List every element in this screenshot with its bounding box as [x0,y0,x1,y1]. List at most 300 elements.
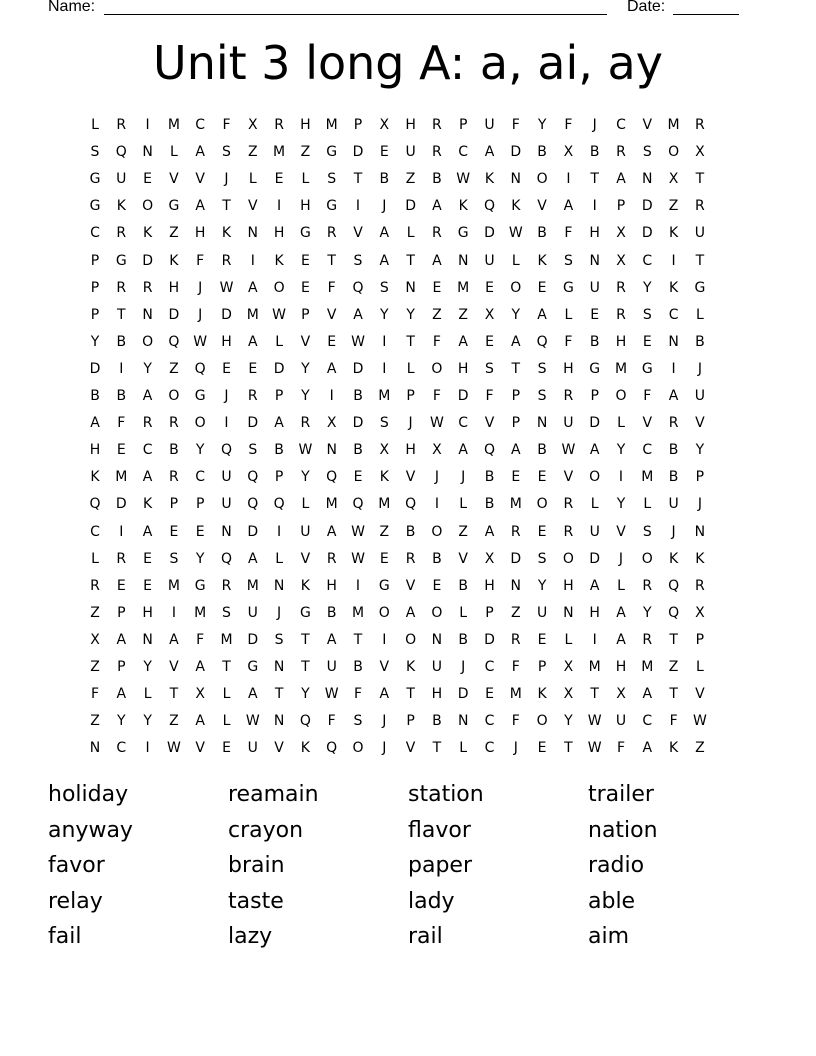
grid-letter[interactable]: Y [143,713,152,730]
grid-letter[interactable]: S [563,252,573,269]
grid-letter[interactable]: V [300,333,311,350]
grid-letter[interactable]: T [406,686,415,703]
grid-letter[interactable]: X [379,117,390,133]
grid-letter[interactable]: I [224,415,229,432]
grid-letter[interactable]: A [563,198,574,215]
grid-letter[interactable]: Z [90,659,100,675]
grid-letter[interactable]: Y [195,442,205,459]
grid-letter[interactable]: H [221,333,232,350]
grid-letter[interactable]: A [326,631,337,648]
grid-letter[interactable]: T [117,306,126,323]
grid-letter[interactable]: E [511,469,521,486]
grid-letter[interactable]: T [406,252,415,269]
grid-letter[interactable]: K [669,550,679,567]
grid-letter[interactable]: E [116,577,126,594]
grid-letter[interactable]: J [277,604,282,621]
grid-letter[interactable]: S [353,252,363,269]
grid-letter[interactable]: E [327,333,337,350]
grid-letter[interactable]: S [274,631,284,648]
grid-letter[interactable]: K [300,577,310,594]
grid-letter[interactable]: F [616,740,626,757]
grid-letter[interactable]: Q [220,442,233,459]
grid-letter[interactable]: K [511,198,521,215]
grid-letter[interactable]: R [326,550,337,567]
grid-letter[interactable]: D [405,198,416,215]
grid-letter[interactable]: L [459,604,468,621]
grid-letter[interactable]: K [537,686,547,703]
grid-letter[interactable]: I [382,631,387,648]
grid-letter[interactable]: V [563,469,574,486]
grid-letter[interactable]: P [117,659,126,675]
grid-letter[interactable]: T [564,740,573,757]
grid-letter[interactable]: I [355,577,361,594]
grid-letter[interactable]: A [511,333,521,350]
grid-letter[interactable]: X [563,144,574,161]
grid-letter[interactable]: E [248,360,258,377]
grid-letter[interactable]: Q [115,144,127,161]
grid-letter[interactable]: X [195,686,205,703]
grid-letter[interactable]: C [195,469,206,486]
grid-letter[interactable]: T [406,333,415,350]
grid-letter[interactable]: B [537,144,547,161]
grid-letter[interactable]: P [616,198,626,215]
grid-letter[interactable]: X [616,252,626,269]
grid-letter[interactable]: W [456,171,471,188]
grid-letter[interactable]: L [248,171,257,188]
grid-letter[interactable]: W [351,523,365,540]
grid-letter[interactable]: O [273,279,285,296]
grid-letter[interactable]: U [694,388,706,404]
grid-letter[interactable]: H [615,333,627,350]
grid-letter[interactable]: Z [169,713,179,730]
grid-letter[interactable]: A [195,198,205,215]
grid-letter[interactable]: C [195,117,206,133]
grid-letter[interactable]: O [641,550,653,567]
grid-letter[interactable]: U [326,659,337,675]
grid-letter[interactable]: I [618,469,624,486]
grid-letter[interactable]: S [642,144,652,161]
grid-letter[interactable]: A [142,469,153,486]
grid-letter[interactable]: T [301,659,310,675]
grid-letter[interactable]: F [327,279,336,296]
grid-letter[interactable]: H [405,117,416,133]
grid-letter[interactable]: A [379,225,390,242]
grid-letter[interactable]: Y [643,604,652,621]
grid-letter[interactable]: O [405,631,417,648]
grid-letter[interactable]: R [510,523,521,540]
grid-letter[interactable]: U [484,117,495,133]
grid-letter[interactable]: Z [458,306,468,323]
grid-letter[interactable]: J [697,360,702,377]
grid-letter[interactable]: E [485,686,494,703]
grid-letter[interactable]: T [222,659,231,675]
grid-letter[interactable]: R [695,577,705,594]
grid-letter[interactable]: R [142,279,153,296]
grid-letter[interactable]: R [326,225,337,242]
grid-letter[interactable]: E [143,577,153,594]
grid-letter[interactable]: D [352,144,364,161]
grid-letter[interactable]: N [536,415,548,432]
grid-letter[interactable]: Y [564,713,573,730]
grid-letter[interactable]: C [484,740,495,757]
grid-letter[interactable]: R [247,388,258,404]
grid-letter[interactable]: R [116,117,127,133]
grid-letter[interactable]: Y [616,496,626,513]
grid-letter[interactable]: N [589,252,600,269]
grid-letter[interactable]: V [642,117,653,133]
grid-letter[interactable]: B [458,577,468,594]
grid-letter[interactable]: D [352,415,364,432]
grid-letter[interactable]: Y [301,360,310,377]
grid-letter[interactable]: U [563,415,574,432]
grid-letter[interactable]: N [457,713,469,730]
grid-letter[interactable]: K [669,279,679,296]
grid-letter[interactable]: L [275,550,283,567]
grid-letter[interactable]: G [589,360,601,377]
grid-letter[interactable]: D [247,415,259,432]
grid-letter[interactable]: P [511,388,521,404]
grid-letter[interactable]: W [587,713,602,730]
grid-letter[interactable]: I [119,523,124,540]
grid-letter[interactable]: J [198,306,203,323]
grid-letter[interactable]: Q [299,713,311,730]
grid-letter[interactable]: E [537,523,547,540]
grid-letter[interactable]: Y [616,442,626,459]
grid-letter[interactable]: A [248,333,258,350]
grid-letter[interactable]: H [142,604,153,621]
grid-letter[interactable]: E [537,279,547,296]
grid-letter[interactable]: A [195,713,205,730]
grid-letter[interactable]: E [116,442,126,459]
grid-letter[interactable]: D [510,550,522,567]
grid-letter[interactable]: V [169,659,179,675]
grid-letter[interactable]: G [378,577,390,594]
grid-letter[interactable]: R [432,225,442,242]
grid-letter[interactable]: M [509,496,522,513]
grid-letter[interactable]: L [169,144,178,161]
grid-letter[interactable]: A [484,144,495,161]
grid-letter[interactable]: I [277,198,282,215]
grid-letter[interactable]: P [301,306,310,323]
grid-letter[interactable]: J [408,415,413,432]
grid-letter[interactable]: B [353,442,363,459]
grid-letter[interactable]: H [89,442,101,459]
grid-letter[interactable]: B [484,496,495,513]
grid-letter[interactable]: A [116,631,127,648]
grid-letter[interactable]: X [432,442,442,459]
grid-letter[interactable]: W [298,442,313,459]
grid-letter[interactable]: L [459,496,468,513]
grid-letter[interactable]: S [90,144,100,161]
grid-letter[interactable]: T [669,631,678,648]
grid-letter[interactable]: M [220,631,233,648]
grid-letter[interactable]: E [195,523,205,540]
grid-letter[interactable]: A [616,604,626,621]
grid-letter[interactable]: A [537,306,547,323]
grid-letter[interactable]: A [458,333,468,350]
grid-letter[interactable]: E [379,550,389,567]
grid-letter[interactable]: N [273,577,285,594]
grid-letter[interactable]: Q [483,198,496,215]
grid-letter[interactable]: R [90,577,100,594]
grid-letter[interactable]: M [167,117,180,133]
grid-letter[interactable]: A [274,415,284,432]
grid-letter[interactable]: J [671,523,676,540]
grid-letter[interactable]: X [484,306,495,323]
grid-letter[interactable]: Z [169,225,179,242]
grid-letter[interactable]: A [326,523,337,540]
grid-letter[interactable]: C [642,252,653,269]
grid-letter[interactable]: M [167,577,180,594]
grid-letter[interactable]: A [642,686,653,703]
grid-letter[interactable]: W [429,415,444,432]
grid-letter[interactable]: J [513,740,518,757]
grid-letter[interactable]: N [326,442,337,459]
grid-letter[interactable]: D [457,388,469,404]
grid-letter[interactable]: K [116,198,126,215]
grid-letter[interactable]: O [431,360,443,377]
grid-letter[interactable]: P [353,117,363,133]
grid-letter[interactable]: K [379,469,389,486]
grid-letter[interactable]: E [169,523,179,540]
grid-letter[interactable]: R [221,577,232,594]
grid-letter[interactable]: J [382,198,387,215]
grid-letter[interactable]: I [277,523,282,540]
grid-letter[interactable]: M [194,604,207,621]
grid-letter[interactable]: E [537,631,547,648]
grid-letter[interactable]: V [353,225,363,242]
grid-letter[interactable]: E [485,333,494,350]
grid-letter[interactable]: U [615,713,627,730]
grid-letter[interactable]: U [668,496,679,513]
grid-letter[interactable]: T [353,631,363,648]
grid-letter[interactable]: A [142,388,153,404]
grid-letter[interactable]: T [222,198,231,215]
grid-letter[interactable]: L [564,306,573,323]
grid-letter[interactable]: N [142,631,153,648]
grid-letter[interactable]: D [168,306,180,323]
grid-letter[interactable]: S [248,442,258,459]
grid-letter[interactable]: A [589,442,600,459]
grid-letter[interactable]: N [510,577,522,594]
grid-letter[interactable]: V [405,577,416,594]
grid-letter[interactable]: D [589,550,601,567]
grid-letter[interactable]: M [351,604,365,621]
grid-letter[interactable]: G [89,198,101,215]
grid-letter[interactable]: S [537,388,547,404]
grid-letter[interactable]: M [667,117,680,133]
grid-letter[interactable]: Q [247,496,259,513]
grid-letter[interactable]: N [221,523,232,540]
grid-letter[interactable]: M [378,388,391,404]
grid-letter[interactable]: L [511,252,520,269]
grid-letter[interactable]: U [536,604,548,621]
grid-letter[interactable]: C [668,306,679,323]
grid-letter[interactable]: Q [668,577,680,594]
grid-letter[interactable]: O [168,388,180,404]
grid-letter[interactable]: G [168,198,180,215]
grid-letter[interactable]: R [405,550,416,567]
grid-letter[interactable]: K [537,252,547,269]
grid-letter[interactable]: Z [379,523,390,540]
grid-letter[interactable]: B [353,388,363,404]
grid-letter[interactable]: D [484,631,495,648]
grid-letter[interactable]: U [589,523,600,540]
grid-letter[interactable]: Z [405,171,416,188]
grid-letter[interactable]: C [642,713,653,730]
grid-letter[interactable]: L [406,360,415,377]
grid-letter[interactable]: I [329,388,334,404]
grid-letter[interactable]: V [195,740,205,757]
grid-letter[interactable]: Z [90,713,100,730]
grid-letter[interactable]: L [91,117,99,133]
grid-letter[interactable]: R [300,415,311,432]
grid-letter[interactable]: Z [432,306,442,323]
grid-letter[interactable]: C [116,740,127,757]
grid-letter[interactable]: F [222,117,231,133]
grid-letter[interactable]: Q [247,469,259,486]
grid-letter[interactable]: G [299,225,311,242]
grid-letter[interactable]: V [169,171,179,188]
grid-letter[interactable]: F [564,225,573,242]
grid-letter[interactable]: O [352,740,364,757]
grid-letter[interactable]: O [536,713,548,730]
grid-letter[interactable]: R [616,279,626,296]
grid-letter[interactable]: J [382,713,387,730]
grid-letter[interactable]: X [90,631,100,648]
grid-letter[interactable]: B [537,442,547,459]
grid-letter[interactable]: U [405,144,416,161]
grid-letter[interactable]: S [537,360,547,377]
grid-letter[interactable]: X [563,659,574,675]
grid-letter[interactable]: A [248,550,258,567]
grid-letter[interactable]: K [90,469,100,486]
grid-letter[interactable]: G [694,279,706,296]
grid-letter[interactable]: G [247,659,259,675]
grid-letter[interactable]: N [273,659,285,675]
grid-letter[interactable]: L [590,496,599,513]
grid-letter[interactable]: E [537,469,547,486]
grid-letter[interactable]: S [537,550,547,567]
grid-letter[interactable]: K [300,740,310,757]
grid-letter[interactable]: E [143,171,153,188]
grid-letter[interactable]: G [299,604,311,621]
grid-letter[interactable]: F [564,117,573,133]
grid-letter[interactable]: K [143,496,153,513]
grid-letter[interactable]: I [145,740,150,757]
grid-letter[interactable]: B [537,225,547,242]
grid-letter[interactable]: R [695,198,705,215]
grid-letter[interactable]: H [194,225,206,242]
grid-letter[interactable]: P [695,631,705,648]
grid-letter[interactable]: E [590,306,600,323]
grid-letter[interactable]: F [196,252,205,269]
grid-letter[interactable]: S [222,604,231,621]
grid-letter[interactable]: O [194,415,206,432]
grid-letter[interactable]: U [247,740,258,757]
grid-letter[interactable]: L [695,659,704,675]
grid-letter[interactable]: F [117,415,126,432]
grid-letter[interactable]: I [171,604,176,621]
grid-letter[interactable]: M [246,577,259,594]
grid-letter[interactable]: H [326,577,337,594]
grid-letter[interactable]: H [300,117,311,133]
grid-letter[interactable]: E [300,279,310,296]
grid-letter[interactable]: N [642,171,653,188]
grid-letter[interactable]: N [431,631,443,648]
grid-letter[interactable]: G [326,144,338,161]
grid-letter[interactable]: V [405,469,416,486]
grid-letter[interactable]: A [405,604,416,621]
grid-letter[interactable]: R [116,550,127,567]
grid-letter[interactable]: T [274,686,284,703]
grid-letter[interactable]: H [563,577,574,594]
grid-letter[interactable]: V [537,198,547,215]
grid-letter[interactable]: J [224,171,229,188]
grid-letter[interactable]: D [510,144,522,161]
grid-letter[interactable]: Q [273,496,285,513]
grid-letter[interactable]: Q [194,360,206,377]
grid-letter[interactable]: Z [300,144,311,161]
grid-letter[interactable]: W [561,442,576,459]
grid-letter[interactable]: W [508,225,523,242]
grid-letter[interactable]: S [379,279,389,296]
grid-letter[interactable]: N [247,225,259,242]
grid-letter[interactable]: X [379,442,390,459]
grid-letter[interactable]: L [143,686,152,703]
grid-letter[interactable]: I [382,360,387,377]
grid-letter[interactable]: I [592,198,597,215]
grid-letter[interactable]: Y [537,117,547,133]
grid-letter[interactable]: R [510,631,521,648]
grid-letter[interactable]: X [616,686,626,703]
grid-letter[interactable]: N [273,713,285,730]
grid-letter[interactable]: E [432,577,442,594]
grid-letter[interactable]: J [434,469,439,486]
grid-letter[interactable]: V [642,415,653,432]
grid-letter[interactable]: B [90,388,100,404]
grid-letter[interactable]: V [326,306,337,323]
grid-letter[interactable]: V [300,550,311,567]
grid-letter[interactable]: I [382,333,387,350]
grid-letter[interactable]: D [457,686,469,703]
grid-letter[interactable]: L [222,686,231,703]
grid-letter[interactable]: H [273,225,285,242]
grid-letter[interactable]: I [671,252,676,269]
grid-letter[interactable]: I [566,171,571,188]
grid-letter[interactable]: L [301,496,310,513]
grid-letter[interactable]: Y [643,279,652,296]
grid-letter[interactable]: C [484,713,495,730]
grid-letter[interactable]: Q [483,442,496,459]
grid-letter[interactable]: W [692,713,707,730]
grid-letter[interactable]: V [274,740,284,757]
grid-letter[interactable]: E [642,333,652,350]
grid-letter[interactable]: F [564,333,573,350]
grid-letter[interactable]: L [459,740,468,757]
grid-letter[interactable]: P [90,306,100,323]
grid-letter[interactable]: Y [195,550,205,567]
grid-letter[interactable]: G [89,171,101,188]
grid-letter[interactable]: N [510,171,522,188]
grid-letter[interactable]: F [196,631,205,648]
grid-letter[interactable]: K [143,225,153,242]
grid-letter[interactable]: R [116,279,127,296]
grid-letter[interactable]: Q [405,496,417,513]
grid-letter[interactable]: L [222,713,231,730]
grid-letter[interactable]: R [116,225,127,242]
grid-letter[interactable]: K [484,171,495,188]
